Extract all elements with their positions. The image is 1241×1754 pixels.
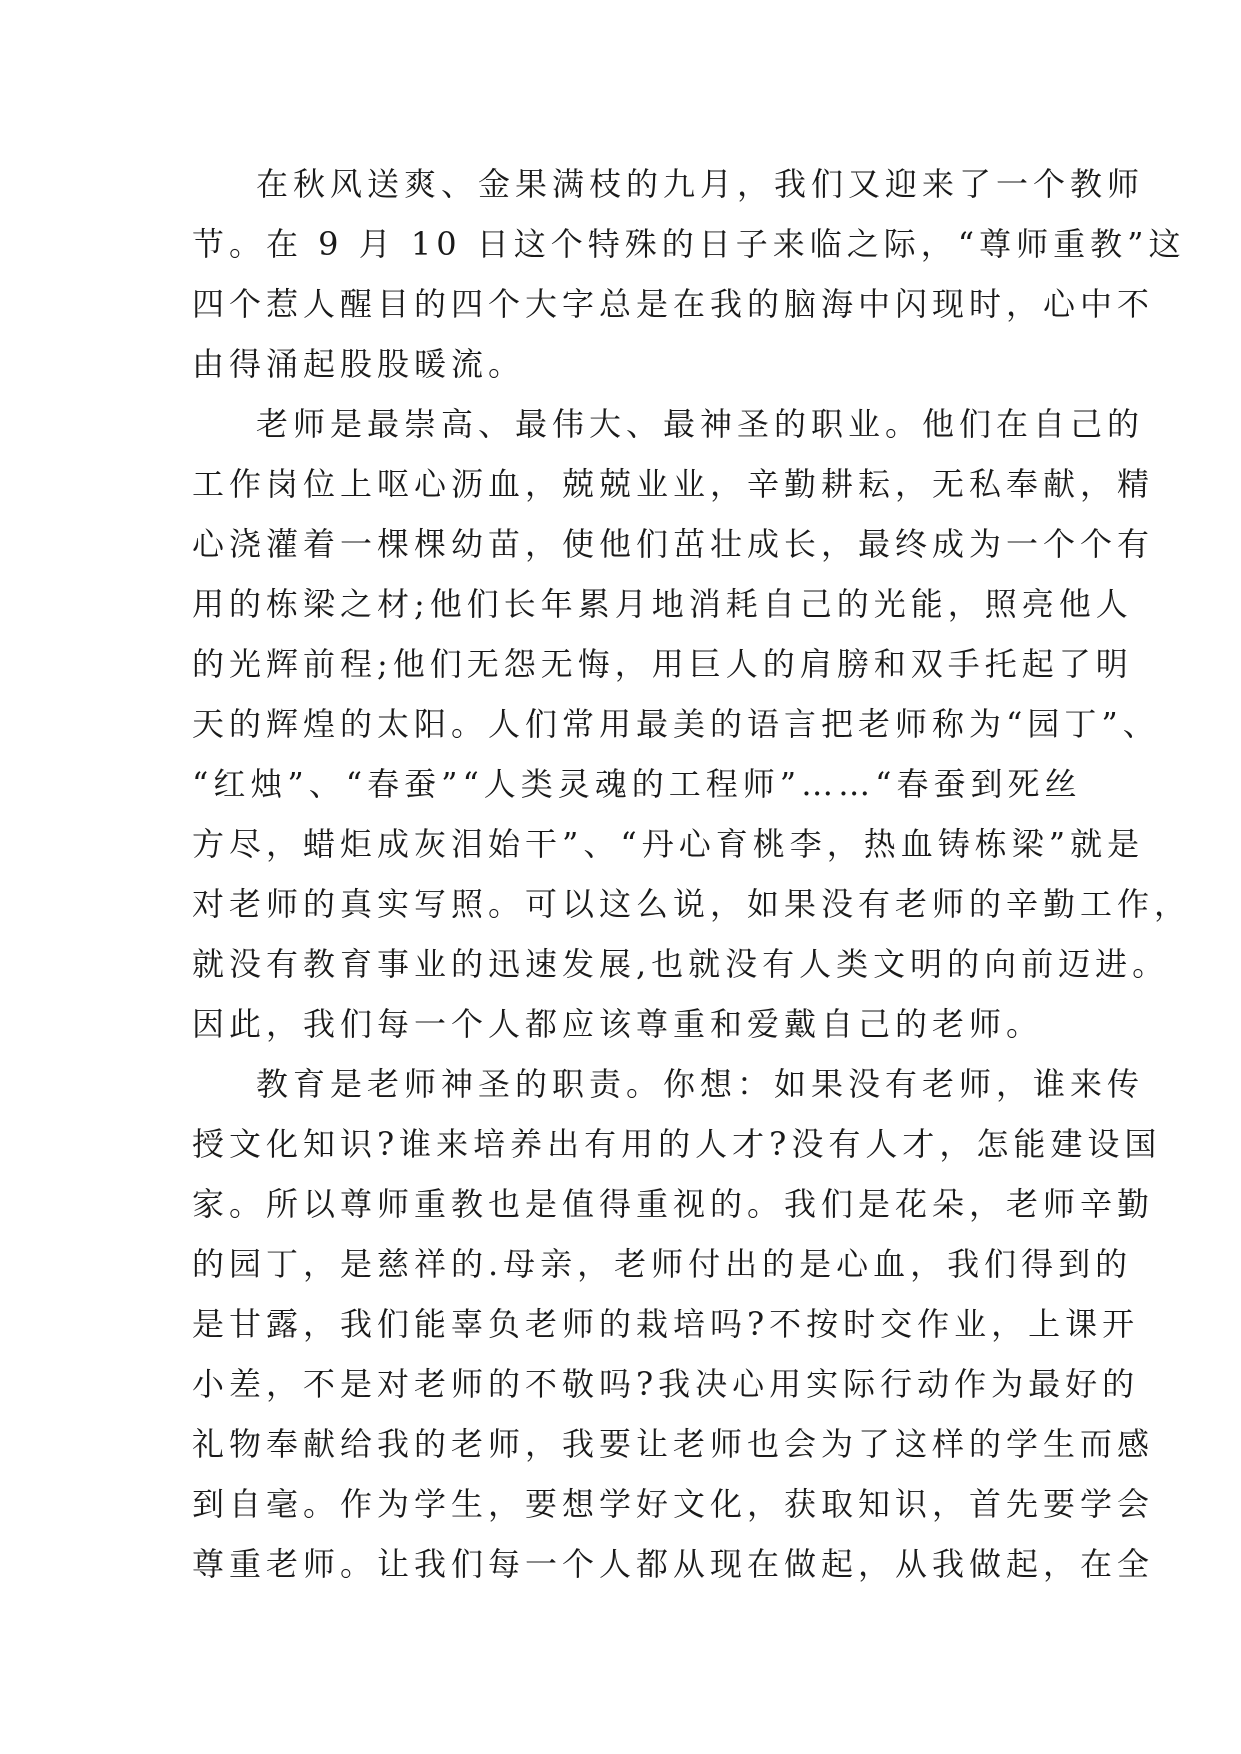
text-line: 节。在 9 月 10 日这个特殊的日子来临之际，“尊师重教”这	[192, 225, 1186, 263]
text-line: 小差，不是对老师的不敬吗?我决心用实际行动作为最好的	[192, 1365, 1140, 1403]
text-line: 由得涌起股股暖流。	[192, 345, 526, 383]
text-line: 天的辉煌的太阳。人们常用最美的语言把老师称为“园丁”、	[192, 705, 1160, 743]
text-line: 的园丁，是慈祥的.母亲，老师付出的是心血，我们得到的	[192, 1245, 1133, 1283]
text-line: 授文化知识?谁来培养出有用的人才?没有人才，怎能建设国	[192, 1125, 1162, 1163]
text-line: 教育是老师神圣的职责。你想：如果没有老师，谁来传	[256, 1065, 1145, 1103]
text-line: 尊重老师。让我们每一个人都从现在做起，从我做起，在全	[192, 1545, 1155, 1583]
text-line: 礼物奉献给我的老师，我要让老师也会为了这样的学生而感	[192, 1425, 1155, 1463]
text-line: 方尽，蜡炬成灰泪始干”、“丹心育桃李，热血铸栋梁”就是	[192, 825, 1145, 863]
text-line: 因此，我们每一个人都应该尊重和爱戴自己的老师。	[192, 1005, 1044, 1043]
text-line: 家。所以尊师重教也是值得重视的。我们是花朵，老师辛勤	[192, 1185, 1155, 1223]
text-line: 心浇灌着一棵棵幼苗，使他们茁壮成长，最终成为一个个有	[192, 525, 1155, 563]
text-line: 的光辉前程;他们无怨无悔，用巨人的肩膀和双手托起了明	[192, 645, 1133, 683]
text-line: 在秋风送爽、金果满枝的九月，我们又迎来了一个教师	[256, 165, 1145, 203]
text-line: 到自毫。作为学生，要想学好文化，获取知识，首先要学会	[192, 1485, 1155, 1523]
text-line: “红烛”、“春蚕”“人类灵魂的工程师”……“春蚕到死丝	[192, 765, 1082, 803]
text-line: 老师是最崇高、最伟大、最神圣的职业。他们在自己的	[256, 405, 1145, 443]
text-line: 对老师的真实写照。可以这么说，如果没有老师的辛勤工作，	[192, 885, 1192, 923]
text-line: 就没有教育事业的迅速发展,也就没有人类文明的向前迈进。	[192, 945, 1170, 983]
text-line: 是甘露，我们能辜负老师的栽培吗?不按时交作业，上课开	[192, 1305, 1140, 1343]
text-line: 工作岗位上呕心沥血，兢兢业业，辛勤耕耘，无私奉献，精	[192, 465, 1155, 503]
text-line: 四个惹人醒目的四个大字总是在我的脑海中闪现时，心中不	[192, 285, 1155, 323]
text-line: 用的栋梁之材;他们长年累月地消耗自己的光能，照亮他人	[192, 585, 1133, 623]
